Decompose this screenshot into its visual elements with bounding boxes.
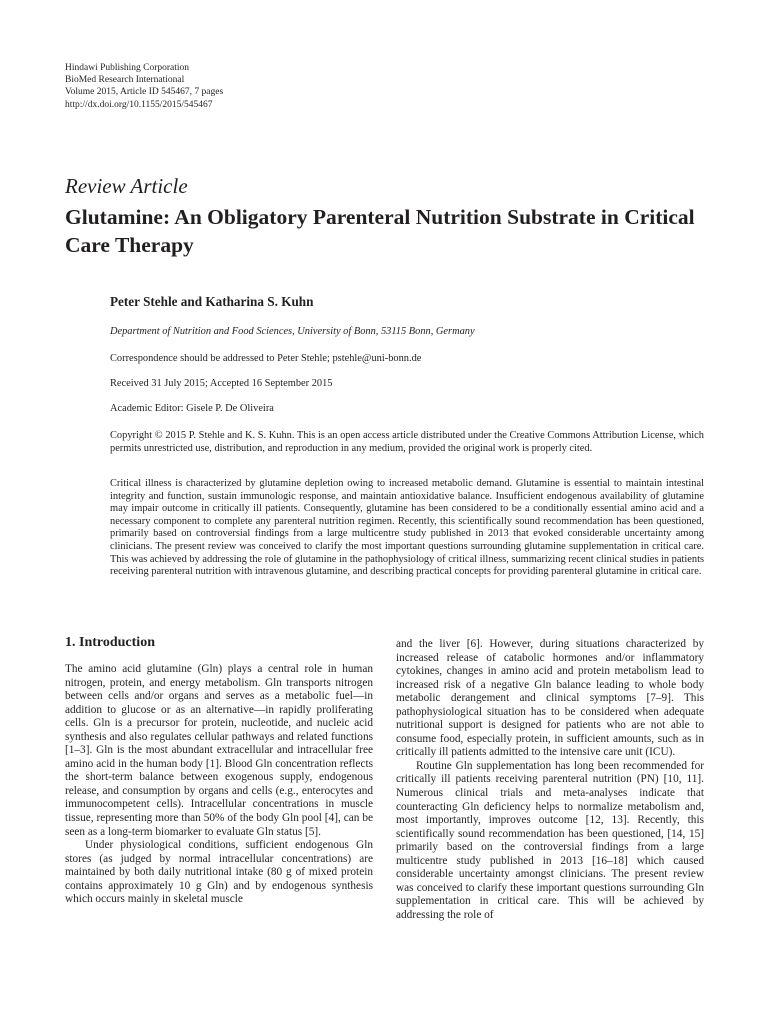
received-accepted-dates: Received 31 July 2015; Accepted 16 September 2015	[110, 378, 333, 389]
copyright-notice	[110, 430, 704, 455]
body-column-right	[396, 638, 704, 922]
journal-header	[65, 62, 223, 111]
body-paragraph: Routine Gln supplementation has long been recommended for critically ill patients receiving parenteral nutrition (PN) [10, 11]. Numerous clinical trials and meta-analyses indicate that counteracting Gln deficiency helps to normalize metabolism and, most importantly, improves outcome [12, 13]. Recently, this scientifically sound recommendation has been questioned, [14, 15] primarily based on the controversial findings from a large multicentre study published in 2013 [16–18] which caused considerable uncertainty amongst clinicians. The present review was conceived to clarify these important questions surrounding Gln supplementation in critical care. This will be achieved by addressing the role of	[396, 759, 704, 921]
publisher-name: Hindawi Publishing Corporation	[65, 63, 190, 73]
doi-link[interactable]: http://dx.doi.org/10.1155/2015/545467	[65, 99, 213, 110]
volume-info: Volume 2015, Article ID 545467, 7 pages	[65, 87, 224, 98]
affiliation: Department of Nutrition and Food Sciences, University of Bonn, 53115 Bonn, Germany	[110, 326, 475, 337]
correspondence: Correspondence should be addressed to Peter Stehle; pstehle@uni-bonn.de	[110, 353, 422, 364]
article-type: Review Article	[65, 174, 188, 198]
copyright-text: Copyright © 2015 P. Stehle and K. S. Kuhn. This is an open access article distributed under the Creative Commons Attribution License, which permits unrestricted use, distribution, and reproduction in any medium, provided the original work is properly cited.	[110, 430, 704, 454]
body-paragraph: The amino acid glutamine (Gln) plays a central role in human nitrogen, protein, and energy metabolism. Gln transports nitrogen between cells and/or organs and serves as a metabolic fuel—in addition to glucose or as an alternative—in rapidly proliferating cells. Gln is a precursor for protein, nucleotide, and nucleic acid synthesis and also regulates cellular pathways and related functions [1–3]. Gln is the most abundant extracellular and intracellular free amino acid in the human body [1]. Blood Gln concentration reflects the short-term balance between exogenous supply, endogenous release, and consumption by organs and cells (e.g., enterocytes and immunocompetent cells). Intracellular concentrations in muscle tissue, representing more than 50% of the body Gln pool [4], can be seen as a long-term biomarker to evaluate Gln status [5].	[65, 663, 373, 838]
academic-editor: Academic Editor: Gisele P. De Oliveira	[110, 403, 274, 414]
abstract-text: Critical illness is characterized by glutamine depletion owing to increased metabolic demand. Glutamine is essential to maintain intestinal integrity and function, sustain immunologic response, and maintain antioxidative balance. Insufficient endogenous availability of glutamine may impair outcome in critically ill patients. Consequently, glutamine has been considered to be a conditionally essential amino acid and a necessary component to complete any parenteral nutrition regimen. Recently, this scientifically sound recommendation has been questioned, primarily based on controversial findings from a large multicentre study published in 2013 that evoked considerable uncertainty among clinicians. The present review was conceived to clarify the most important questions surrounding glutamine supplementation in critical care. This was achieved by addressing the role of glutamine in the pathophysiology of critical illness, summarizing recent clinical studies in patients receiving parenteral nutrition with intravenous glutamine, and describing practical concepts for providing parenteral glutamine in critical care.	[110, 478, 704, 578]
body-paragraph: and the liver [6]. However, during situations characterized by increased release of catabolic hormones and/or inflammatory cytokines, changes in amino acid and protein metabolism lead to increased risk of a negative Gln balance leading to whole body metabolic derangement and clinical symptoms [7–9]. This pathophysiological situation has to be considered when adequate nutritional support is designed for patients who are not able to consume food, especially protein, in sufficient amounts, such as in critically ill patients admitted to the intensive care unit (ICU).	[396, 638, 704, 759]
authors: Peter Stehle and Katharina S. Kuhn	[110, 294, 314, 309]
body-column-left	[65, 663, 373, 907]
section-heading-introduction: 1. Introduction	[65, 635, 155, 650]
journal-name: BioMed Research International	[65, 75, 185, 86]
body-paragraph: Under physiological conditions, sufficient endogenous Gln stores (as judged by normal intracellular concentrations) are maintained by both daily nutritional intake (80 g of mixed protein contains approximately 10 g Gln) and by endogenous synthesis which occurs mainly in skeletal muscle	[65, 839, 373, 906]
article-title: Glutamine: An Obligatory Parenteral Nutrition Substrate in Critical Care Therapy	[65, 205, 695, 257]
abstract	[110, 478, 704, 579]
